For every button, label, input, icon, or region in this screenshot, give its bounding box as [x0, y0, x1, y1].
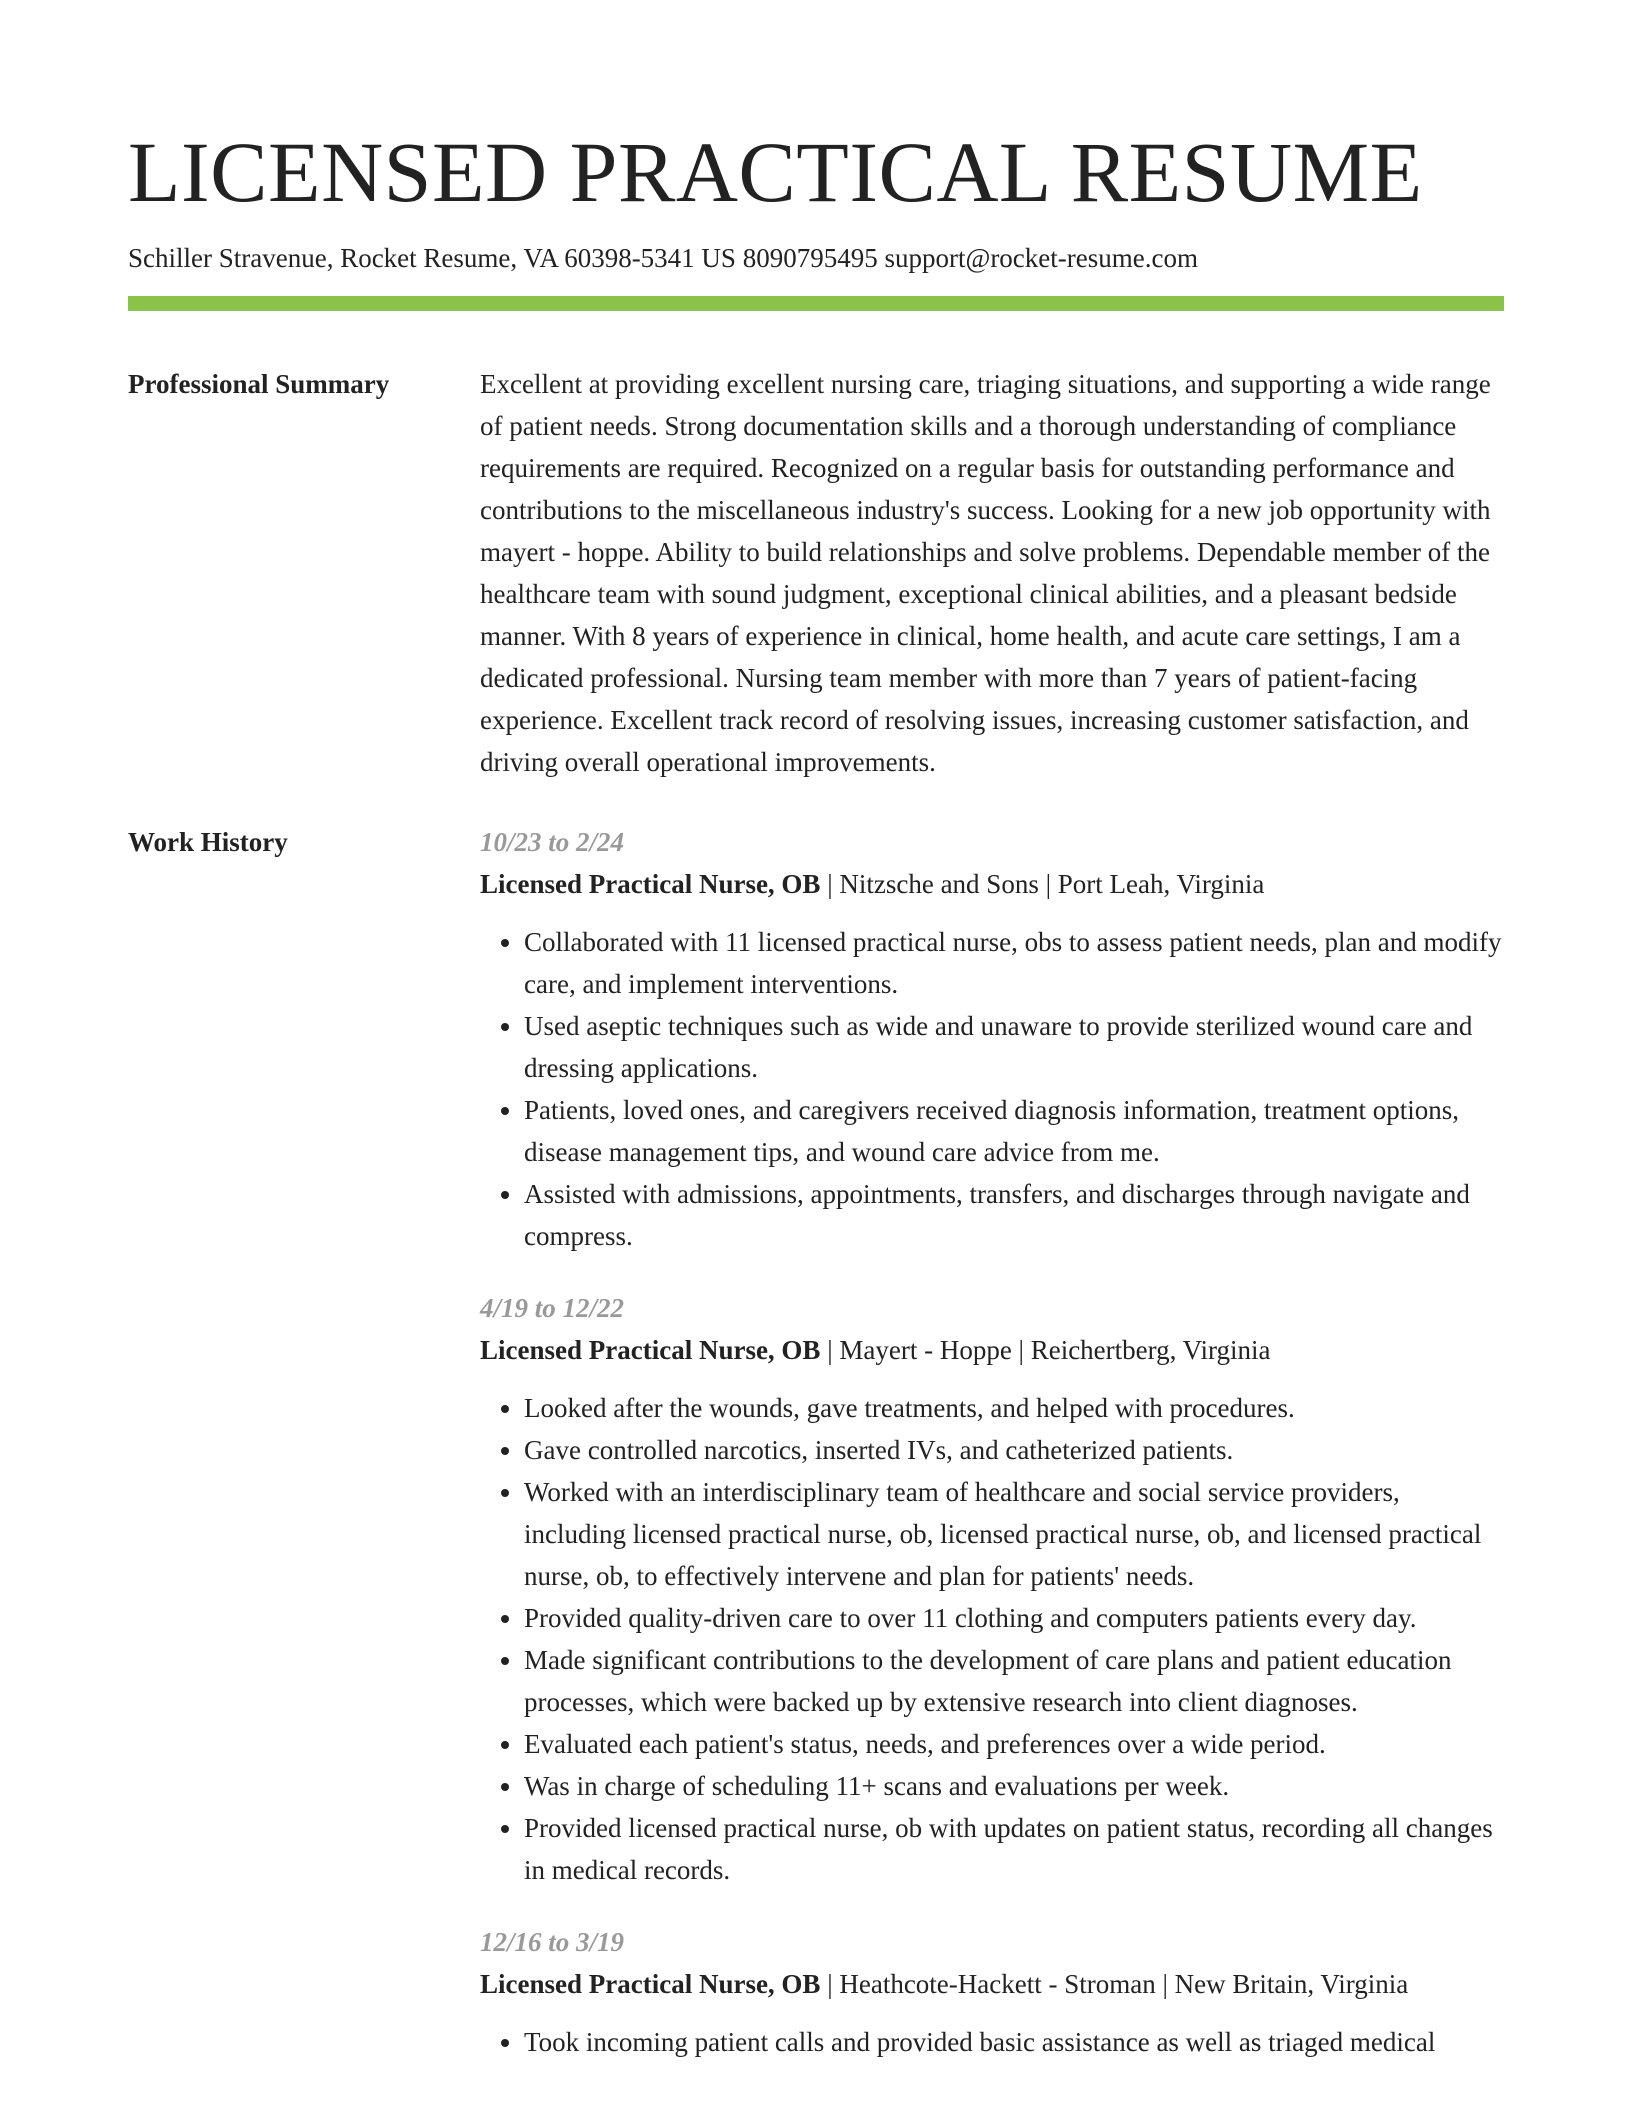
job-entry [480, 821, 1504, 1257]
job-employer-location: | Mayert - Hoppe | Reichertberg, Virginia [820, 1335, 1271, 1365]
job-dates: 10/23 to 2/24 [480, 827, 625, 857]
resume-page [128, 0, 1504, 2063]
job-title: Licensed Practical Nurse, OB [480, 869, 821, 899]
job-bullet: • Provided licensed practical nurse, ob with updates on patient status, recording all changes in medical records. [524, 1807, 1504, 1891]
work-history-section [128, 821, 1504, 2063]
job-dates: 4/19 to 12/22 [480, 1293, 625, 1323]
job-heading [480, 1963, 1504, 2005]
contact-line: Schiller Stravenue, Rocket Resume, VA 60398-5341 US 8090795495 support@rocket-resume.com [128, 243, 1198, 273]
job-bullet: • Worked with an interdisciplinary team of healthcare and social service providers, including licensed practical nurse, ob, licensed practical nurse, ob, and licensed practical nurse, ob, to effectively intervene and plan for patients' needs. [524, 1471, 1504, 1597]
job-bullet: • Was in charge of scheduling 11+ scans and evaluations per week. [524, 1765, 1504, 1807]
job-bullet: • Looked after the wounds, gave treatments, and helped with procedures. [524, 1387, 1504, 1429]
job-bullet: • Assisted with admissions, appointments, transfers, and discharges through navigate and compress. [524, 1173, 1504, 1257]
job-employer-location: | Heathcote-Hackett - Stroman | New Britain, Virginia [820, 1969, 1409, 1999]
work-history-label: Work History [128, 827, 288, 857]
job-title: Licensed Practical Nurse, OB [480, 1335, 821, 1365]
resume-title: LICENSED PRACTICAL RESUME [128, 124, 1423, 220]
job-bullet: • Took incoming patient calls and provided basic assistance as well as triaged medical [524, 2021, 1504, 2063]
job-employer-location: | Nitzsche and Sons | Port Leah, Virginia [820, 869, 1265, 899]
job-bullet: • Collaborated with 11 licensed practical nurse, obs to assess patient needs, plan and modify care, and implement interventions. [524, 921, 1504, 1005]
job-bullet-list [480, 2021, 1504, 2063]
work-history-body [480, 821, 1504, 2063]
summary-body [480, 363, 1504, 783]
job-bullet: • Evaluated each patient's status, needs, and preferences over a wide period. [524, 1723, 1504, 1765]
job-bullet: • Patients, loved ones, and caregivers received diagnosis information, treatment options, disease management tips, and wound care advice from me. [524, 1089, 1504, 1173]
job-heading [480, 1329, 1504, 1371]
summary-text: Excellent at providing excellent nursing care, triaging situations, and supporting a wide range of patient needs. Strong documentation skills and a thorough understanding of compliance requirements are required. Recognized on a regular basis for outstanding performance and contributions to the miscellaneous industry's success. Looking for a new job opportunity with mayert - hoppe. Ability to build relationships and solve problems. Dependable member of the healthcare team with sound judgment, exceptional clinical abilities, and a pleasant bedside manner. With 8 years of experience in clinical, home health, and acute care settings, I am a dedicated professional. Nursing team member with more than 7 years of patient-facing experience. Excellent track record of resolving issues, increasing customer satisfaction, and driving overall operational improvements. [480, 369, 1491, 777]
job-dates: 12/16 to 3/19 [480, 1927, 625, 1957]
accent-divider [128, 296, 1504, 311]
job-entry [480, 1287, 1504, 1891]
job-bullet-list [480, 921, 1504, 1257]
job-bullet: • Used aseptic techniques such as wide and unaware to provide sterilized wound care and dressing applications. [524, 1005, 1504, 1089]
job-title: Licensed Practical Nurse, OB [480, 1969, 821, 1999]
job-bullet-list [480, 1387, 1504, 1891]
job-entry [480, 1921, 1504, 2063]
job-heading [480, 863, 1504, 905]
job-bullet: • Gave controlled narcotics, inserted IVs, and catheterized patients. [524, 1429, 1504, 1471]
summary-label: Professional Summary [128, 369, 390, 399]
job-bullet: • Made significant contributions to the development of care plans and patient education processes, which were backed up by extensive research into client diagnoses. [524, 1639, 1504, 1723]
summary-section [128, 363, 1504, 783]
job-bullet: • Provided quality-driven care to over 11 clothing and computers patients every day. [524, 1597, 1504, 1639]
